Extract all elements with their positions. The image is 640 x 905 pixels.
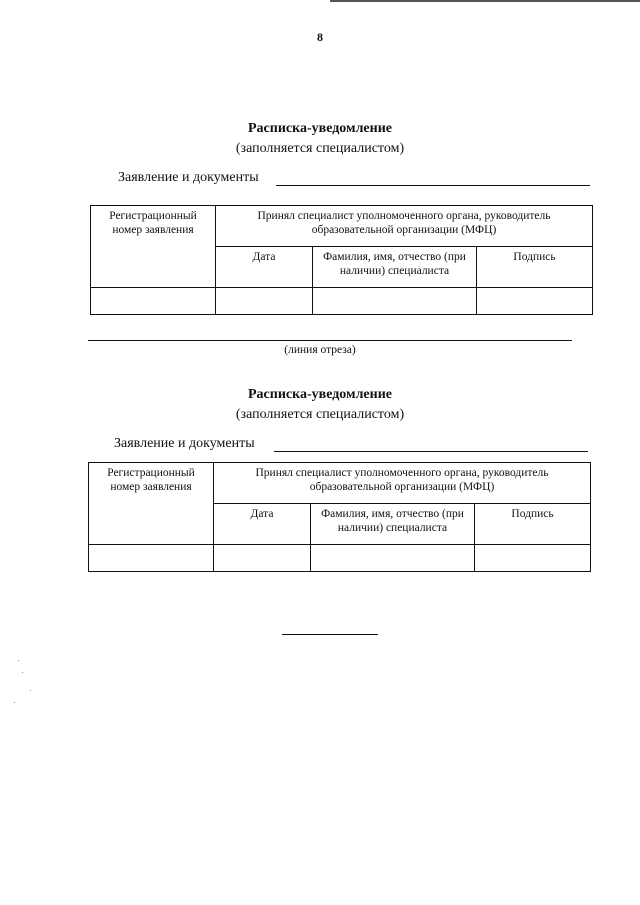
documents-blank-line[interactable] [274,451,588,452]
documents-row [0,170,640,190]
signature-cell[interactable] [477,288,593,315]
end-of-page-line [282,634,378,635]
receipt-top [0,120,640,190]
cut-line-label: (линия отреза) [284,344,356,356]
date-header: Дата [214,504,311,545]
date-header: Дата [216,247,313,288]
documents-label: Заявление и документы [118,170,259,185]
receipt-title: Расписка-уведомление [248,121,392,136]
specialist-name-cell[interactable] [311,545,475,572]
scan-speck [18,660,19,661]
reg-number-cell[interactable] [91,288,216,315]
page-number: 8 [317,30,323,44]
receipt-subtitle: (заполняется специалистом) [235,141,405,156]
receipt-table-top [90,205,593,315]
scan-speck [22,672,23,673]
cut-line [88,340,572,341]
documents-label: Заявление и документы [114,436,255,451]
signature-cell[interactable] [475,545,591,572]
specialist-name-cell[interactable] [313,288,477,315]
signature-header: Подпись [477,247,593,288]
reg-number-header: Регистрационный номер заявления [89,463,214,545]
date-cell[interactable] [214,545,311,572]
receipt-bottom [0,386,640,456]
receipt-title: Расписка-уведомление [248,387,392,402]
receipt-subtitle: (заполняется специалистом) [235,407,405,422]
date-cell[interactable] [216,288,313,315]
documents-blank-line[interactable] [276,185,590,186]
signature-header: Подпись [475,504,591,545]
scan-speck [30,690,31,691]
scan-edge-line [330,0,640,2]
accepted-by-header: Принял специалист уполномоченного органа, руководитель образовательной организации (МФЦ) [216,206,593,247]
reg-number-header: Регистрационный номер заявления [91,206,216,288]
documents-row [0,436,640,456]
scan-speck [14,702,15,703]
specialist-name-header: Фамилия, имя, отчество (при наличии) специалиста [311,504,475,545]
specialist-name-header: Фамилия, имя, отчество (при наличии) специалиста [313,247,477,288]
accepted-by-header: Принял специалист уполномоченного органа, руководитель образовательной организации (МФЦ) [214,463,591,504]
receipt-table-bottom [88,462,591,572]
reg-number-cell[interactable] [89,545,214,572]
